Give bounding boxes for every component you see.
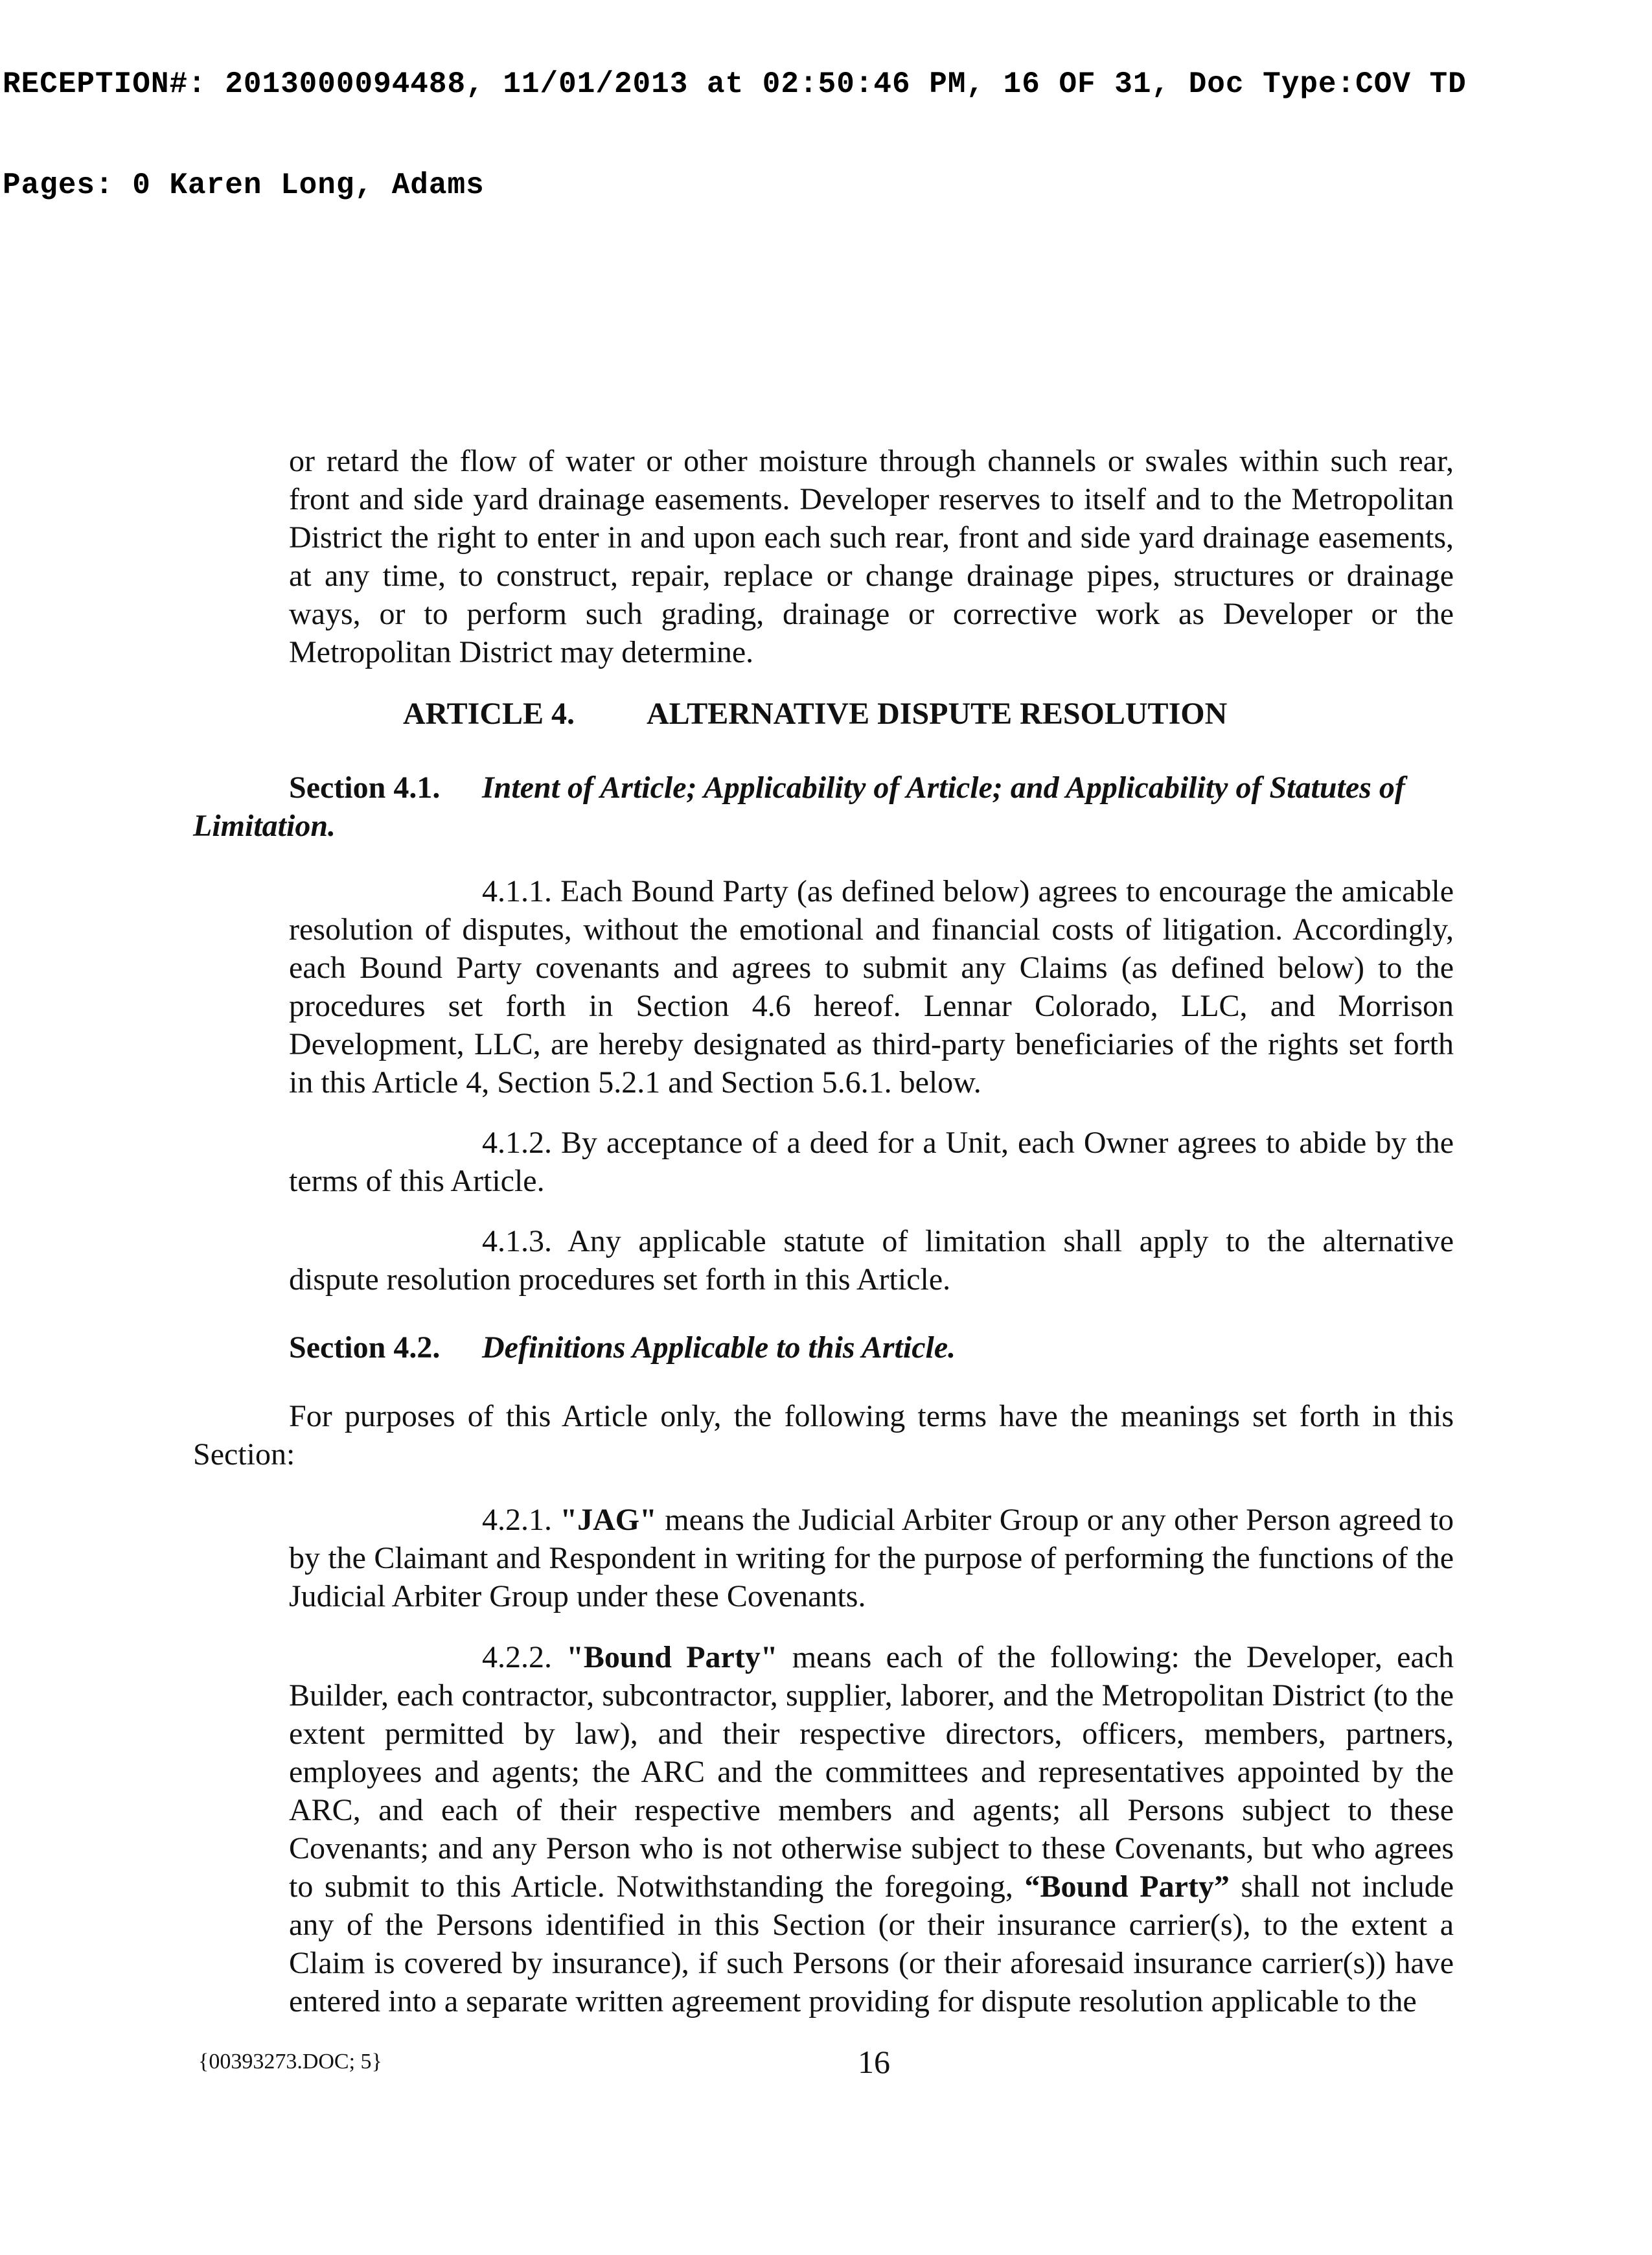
section-4-1-title: Intent of Article; Applicability of Article; and Applicability of Statutes of xyxy=(482,770,1405,805)
paragraph-text: Any applicable statute of limitation shall apply to the alternative dispute resolution procedures set forth in this Article. xyxy=(289,1224,1454,1297)
defined-term-bound-party: "Bound Party" xyxy=(566,1640,778,1674)
paragraph-text: means each of the following: the Developer, each Builder, each contractor, subcontractor, supplier, laborer, and the Metropolitan District (to the extent permitted by law), and their respective directors, officers, members, partners, employees and agents; the ARC and the committees and representatives appointed by the ARC, and each of their respective members and agents; all Persons subject to these Covenants; and any Person who is not otherwise subject to these Covenants, but who agrees to submit to this Article. Notwithstanding the foregoing, xyxy=(289,1640,1454,1904)
section-4-2-heading xyxy=(289,1328,956,1367)
recording-stamp-line-2: Pages: 0 Karen Long, Adams xyxy=(3,168,485,202)
paragraph-text-continued: shall not include any of the Persons identified in this Section (or their insurance carrier(s), to the extent a Claim is covered by insurance), if such Persons (or their aforesaid insurance carrier(s)) have entered into a separate written agreement providing for dispute resolution applicable to the xyxy=(289,1869,1454,2018)
section-4-1-title-continued xyxy=(193,807,336,845)
section-4-2-label: Section 4.2. xyxy=(289,1330,441,1365)
paragraph-4-1-1 xyxy=(289,872,1454,1102)
paragraph-number: 4.1.2. xyxy=(482,1126,552,1160)
article-heading xyxy=(403,695,1228,733)
paragraph-number: 4.2.1. xyxy=(482,1503,552,1537)
paragraph-number: 4.1.3. xyxy=(482,1224,552,1258)
page-number: 16 xyxy=(858,2044,890,2080)
paragraph-text: By acceptance of a deed for a Unit, each Owner agrees to abide by the terms of this Article. xyxy=(289,1126,1454,1198)
article-number: ARTICLE 4. xyxy=(403,697,575,731)
continuation-paragraph: or retard the flow of water or other moisture through channels or swales within such rear, front and side yard drainage easements. Developer reserves to itself and to the Metropolitan District the right to enter in and upon each such rear, front and side yard drainage easements, at any time, to construct, repair, replace or change drainage pipes, structures or drainage ways, or to perform such grading, drainage or corrective work as Developer or the Metropolitan District may determine. xyxy=(289,444,1454,669)
paragraph-number: 4.1.1. xyxy=(482,874,552,908)
definitions-intro-line-1: For purposes of this Article only, the following terms have the meanings set forth in this xyxy=(289,1399,1454,1433)
article-title: ALTERNATIVE DISPUTE RESOLUTION xyxy=(647,697,1228,731)
section-4-1-heading xyxy=(289,769,1405,807)
paragraph-number: 4.2.2. xyxy=(482,1640,552,1674)
section-4-2-title: Definitions Applicable to this Article. xyxy=(482,1330,956,1365)
paragraph-4-1-3 xyxy=(289,1222,1454,1299)
paragraph-4-2-1 xyxy=(289,1501,1454,1615)
document-id: {00393273.DOC; 5} xyxy=(198,2050,382,2074)
definitions-intro-line-2: Section: xyxy=(193,1437,295,1472)
paragraph-text: means the Judicial Arbiter Group or any other Person agreed to by the Claimant and Respondent in writing for the purpose of performing the functions of the Judicial Arbiter Group under these Covenants. xyxy=(289,1503,1454,1613)
paragraph-4-1-2 xyxy=(289,1124,1454,1200)
paragraph-text: Each Bound Party (as defined below) agrees to encourage the amicable resolution of disputes, without the emotional and financial costs of litigation. Accordingly, each Bound Party covenants and agrees to submit any Claims (as defined below) to the procedures set forth in Section 4.6 hereof. Lennar Colorado, LLC, and Morrison Development, LLC, are hereby designated as third-party beneficiaries of the rights set forth in this Article 4, Section 5.2.1 and Section 5.6.1. below. xyxy=(289,874,1454,1100)
defined-term-bound-party-quoted: “Bound Party” xyxy=(1024,1869,1230,1904)
recording-stamp xyxy=(3,0,1467,236)
section-4-1-label: Section 4.1. xyxy=(289,770,441,805)
paragraph-4-2-2 xyxy=(289,1638,1454,2020)
recording-stamp-line-1: RECEPTION#: 2013000094488, 11/01/2013 at 02:50:46 PM, 16 OF 31, Doc Type:COV TD xyxy=(3,67,1467,101)
section-4-1-title-end: Limitation. xyxy=(193,809,336,843)
defined-term-jag: "JAG" xyxy=(560,1503,657,1537)
